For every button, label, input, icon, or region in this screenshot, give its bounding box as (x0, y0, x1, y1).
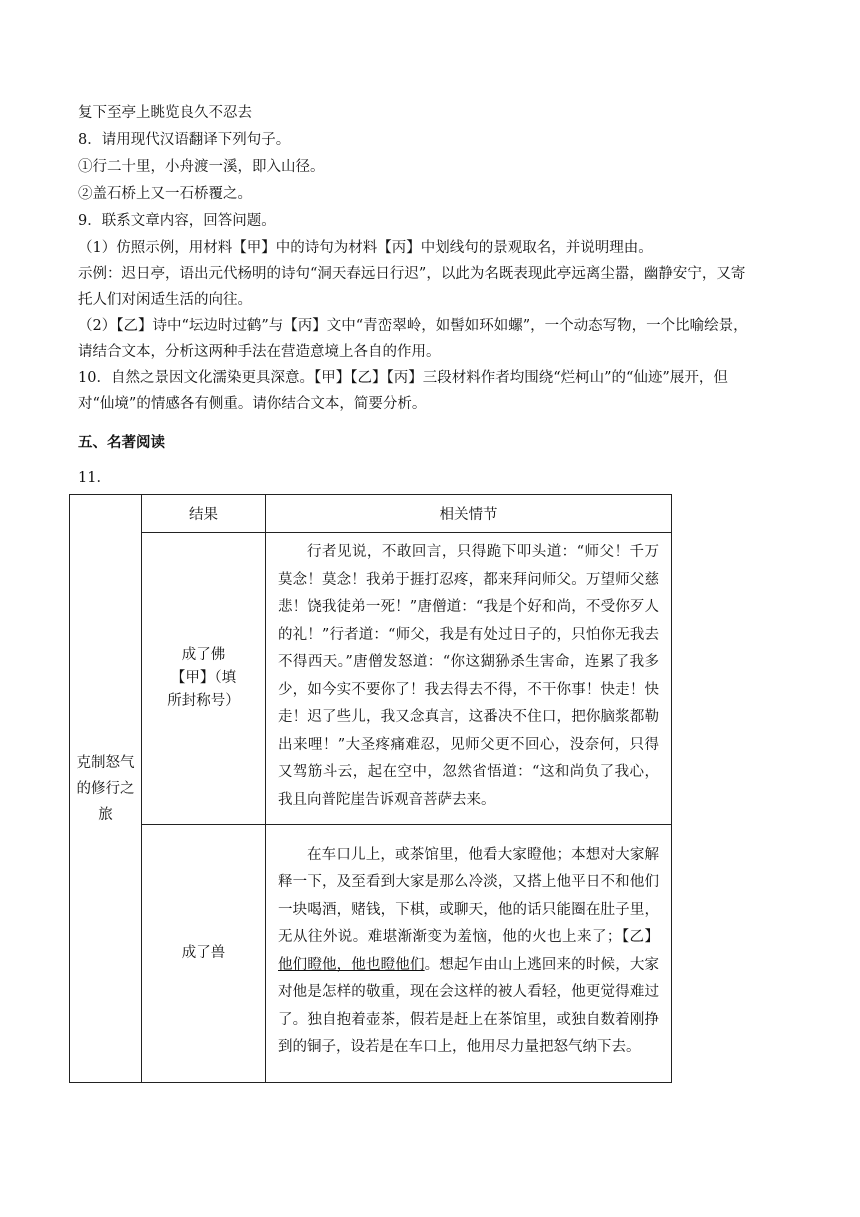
question-9-part-2-line-1: （2）【乙】诗中“坛边时过鹤”与【丙】文中“青峦翠岭，如髻如环如螺”，一个动态写物，一个比喻绘景， (78, 318, 748, 334)
row1-result (142, 533, 266, 825)
question-11-table (69, 494, 672, 1083)
text-line: 复下至亭上眺览良久不忍去 (78, 105, 252, 121)
question-9-part-2-line-2: 请结合文本，分析这两种手法在营造意境上各自的作用。 (78, 344, 441, 360)
question-8: 8．请用现代汉语翻译下列句子。 (78, 132, 291, 148)
question-10-line-1: 10．自然之景因文化濡染更具深意。【甲】【乙】【丙】三段材料作者均围绕“烂柯山”的“仙迹”展开，但 (78, 370, 728, 386)
row1-plot: 行者见说，不敢回言，只得跪下叩头道：“师父！千万莫念！莫念！我弟于捱打忍疼，都来拜问师父。万望师父慈悲！饶我徒弟一死！”唐僧道：“我是个好和尚，不受你歹人的礼！”行者道：“师父，我是有处过日子的，只怕你无我去不得西天。”唐僧发怒道：“你这猢狲杀生害命，连累了我多少，如今实不要你了！我去得去不得，不干你事！快走！快走！迟了些儿，我又念真言，这番决不住口，把你脑浆都勒出来哩！”大圣疼痛难忍，见师父更不回心，没奈何，只得又驾筋斗云，起在空中，忽然省悟道：“这和尚负了我心，我且向普陀崖告诉观音菩萨去来。 (266, 533, 672, 825)
theme-label: 克制怒气的修行之旅 (76, 754, 135, 823)
section-heading: 五、名著阅读 (78, 435, 165, 451)
row2-plot-part-2: 。想起乍由山上逃回来的时候，大家对他是怎样的敬重，现在会这样的被人看轻，他更觉得难过了。独自抱着壶茶，假若是赶上在茶馆里，或独自数着刚挣到的铜子，设若是在车口上，他用尽力量把怒气纳下去。 (278, 956, 660, 1055)
row1-result-text: 成了佛【甲】（填所封称号） (167, 647, 240, 709)
question-10-line-2: 对“仙境”的情感各有侧重。请你结合文本，简要分析。 (78, 396, 427, 412)
header-result: 结果 (142, 495, 266, 533)
example-line-1: 示例：迟日亭，语出元代杨明的诗句“洞天春远日行迟”，以此为名既表现此亭远离尘嚣，幽静安宁，又寄 (78, 266, 746, 282)
row2-plot (266, 825, 672, 1083)
row2-plot-part-1: 在车口儿上，或茶馆里，他看大家瞪他；本想对大家解释一下，及至看到大家是那么冷淡，又搭上他平日不和他们一块喝酒，赌钱，下棋，或聊天，他的话只能圈在肚子里，无从往外说。难堪渐渐变为羞恼，他的火也上来了；【乙】 (278, 846, 659, 945)
question-11: 11． (78, 470, 111, 486)
example-line-2: 托人们对闲适生活的向往。 (78, 292, 252, 308)
row2-result: 成了兽 (142, 825, 266, 1083)
question-8-item-2: ②盖石桥上又一石桥覆之。 (78, 186, 252, 202)
question-9-part-1: （1）仿照示例，用材料【甲】中的诗句为材料【丙】中划线句的景观取名，并说明理由。 (78, 240, 653, 256)
underlined-sentence: 他们瞪他，他也瞪他们 (278, 956, 425, 973)
question-9: 9．联系文章内容，回答问题。 (78, 213, 276, 229)
header-plot: 相关情节 (266, 495, 672, 533)
theme-cell (70, 495, 142, 1083)
question-8-item-1: ①行二十里，小舟渡一溪，即入山径。 (78, 159, 325, 175)
